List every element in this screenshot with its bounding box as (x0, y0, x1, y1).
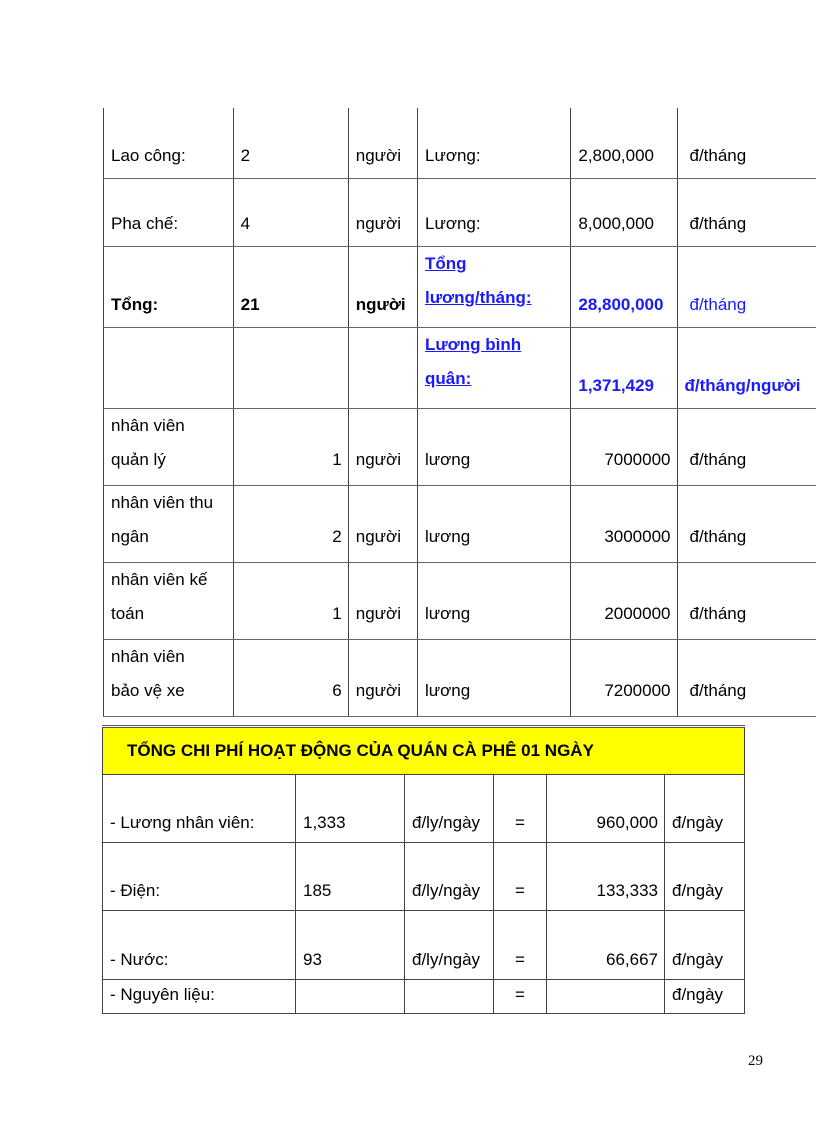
total-unit-cell: đ/ngày (665, 980, 745, 1014)
item-cell: - Lương nhân viên: (103, 775, 296, 843)
link-line1: Tổng (424, 253, 467, 273)
table-row (104, 639, 816, 716)
table-row (103, 911, 745, 980)
count-cell: 1 (233, 408, 348, 485)
table-row-total (104, 246, 816, 327)
label-cell: lương (417, 485, 570, 562)
per-cell: đ/tháng (677, 408, 816, 485)
rate-unit-cell: đ/ly/ngày (405, 775, 494, 843)
label-cell: Lương: (417, 178, 570, 246)
count-cell: 1 (233, 562, 348, 639)
link-line2: quân: (424, 368, 472, 388)
label-cell: Lương: (417, 108, 570, 178)
total-salary-link[interactable] (417, 246, 570, 327)
role-line2: quản lý (111, 449, 166, 469)
per-cell: đ/tháng (677, 562, 816, 639)
role-line1: nhân viên kế (111, 569, 208, 589)
value-cell: 7000000 (571, 408, 677, 485)
table-row (103, 775, 745, 843)
table-row (104, 108, 816, 178)
count-cell: 4 (233, 178, 348, 246)
unit-cell: người (348, 639, 417, 716)
rate-unit-cell: đ/ly/ngày (405, 911, 494, 980)
equals-cell: = (494, 980, 547, 1014)
average-salary-link[interactable] (417, 327, 570, 408)
link-line2: lương/tháng: (424, 287, 532, 307)
role-cell (104, 562, 234, 639)
unit-cell: người (348, 485, 417, 562)
rate-cell: 185 (296, 843, 405, 911)
role-cell (104, 485, 234, 562)
per-cell: đ/tháng/người (677, 327, 816, 408)
unit-cell (348, 327, 417, 408)
role-cell (104, 327, 234, 408)
count-cell: 21 (233, 246, 348, 327)
count-cell: 2 (233, 108, 348, 178)
page-number: 29 (748, 1053, 763, 1069)
table-row (103, 843, 745, 911)
rate-cell (296, 980, 405, 1014)
role-cell: Lao công: (104, 108, 234, 178)
per-cell: đ/tháng (677, 485, 816, 562)
table-title-row (103, 727, 745, 775)
equals-cell: = (494, 843, 547, 911)
role-line1: nhân viên (111, 646, 185, 666)
total-cell: 66,667 (547, 911, 665, 980)
rate-cell: 1,333 (296, 775, 405, 843)
total-unit-cell: đ/ngày (665, 843, 745, 911)
value-cell: 8,000,000 (571, 178, 677, 246)
unit-cell: người (348, 108, 417, 178)
link-line1: Lương bình (424, 334, 522, 354)
per-cell: đ/tháng (677, 639, 816, 716)
table-row (104, 408, 816, 485)
value-cell: 3000000 (571, 485, 677, 562)
count-cell: 2 (233, 485, 348, 562)
cost-table-title: TỔNG CHI PHÍ HOẠT ĐỘNG CỦA QUÁN CÀ PHÊ 01 NGÀY (103, 727, 745, 775)
label-cell: lương (417, 408, 570, 485)
total-cell (547, 980, 665, 1014)
total-unit-cell: đ/ngày (665, 911, 745, 980)
role-line1: nhân viên thu (111, 492, 214, 512)
unit-cell: người (348, 246, 417, 327)
role-line2: ngân (111, 526, 149, 546)
table-row (103, 980, 745, 1014)
daily-cost-table (102, 725, 745, 1014)
label-cell: lương (417, 639, 570, 716)
equals-cell: = (494, 911, 547, 980)
value-cell: 7200000 (571, 639, 677, 716)
per-cell: đ/tháng (677, 246, 816, 327)
rate-unit-cell (405, 980, 494, 1014)
item-cell: - Nguyên liệu: (103, 980, 296, 1014)
role-cell (104, 639, 234, 716)
label-cell: lương (417, 562, 570, 639)
total-unit-cell: đ/ngày (665, 775, 745, 843)
table-row (104, 178, 816, 246)
item-cell: - Điện: (103, 843, 296, 911)
rate-cell: 93 (296, 911, 405, 980)
rate-unit-cell: đ/ly/ngày (405, 843, 494, 911)
value-cell: 2,800,000 (571, 108, 677, 178)
unit-cell: người (348, 562, 417, 639)
count-cell (233, 327, 348, 408)
value-cell: 28,800,000 (571, 246, 677, 327)
role-line2: bảo vệ xe (111, 680, 185, 700)
item-cell: - Nước: (103, 911, 296, 980)
count-cell: 6 (233, 639, 348, 716)
total-cell: 133,333 (547, 843, 665, 911)
equals-cell: = (494, 775, 547, 843)
per-cell: đ/tháng (677, 108, 816, 178)
value-cell: 2000000 (571, 562, 677, 639)
role-cell: Tổng: (104, 246, 234, 327)
value-cell: 1,371,429 (571, 327, 677, 408)
total-cell: 960,000 (547, 775, 665, 843)
unit-cell: người (348, 178, 417, 246)
table-row (104, 485, 816, 562)
role-line2: toán (111, 603, 145, 623)
table-row-average (104, 327, 816, 408)
per-cell: đ/tháng (677, 178, 816, 246)
role-cell: Pha chế: (104, 178, 234, 246)
table-row (104, 562, 816, 639)
staff-salary-table (103, 108, 816, 717)
role-line1: nhân viên (111, 415, 185, 435)
unit-cell: người (348, 408, 417, 485)
role-cell (104, 408, 234, 485)
